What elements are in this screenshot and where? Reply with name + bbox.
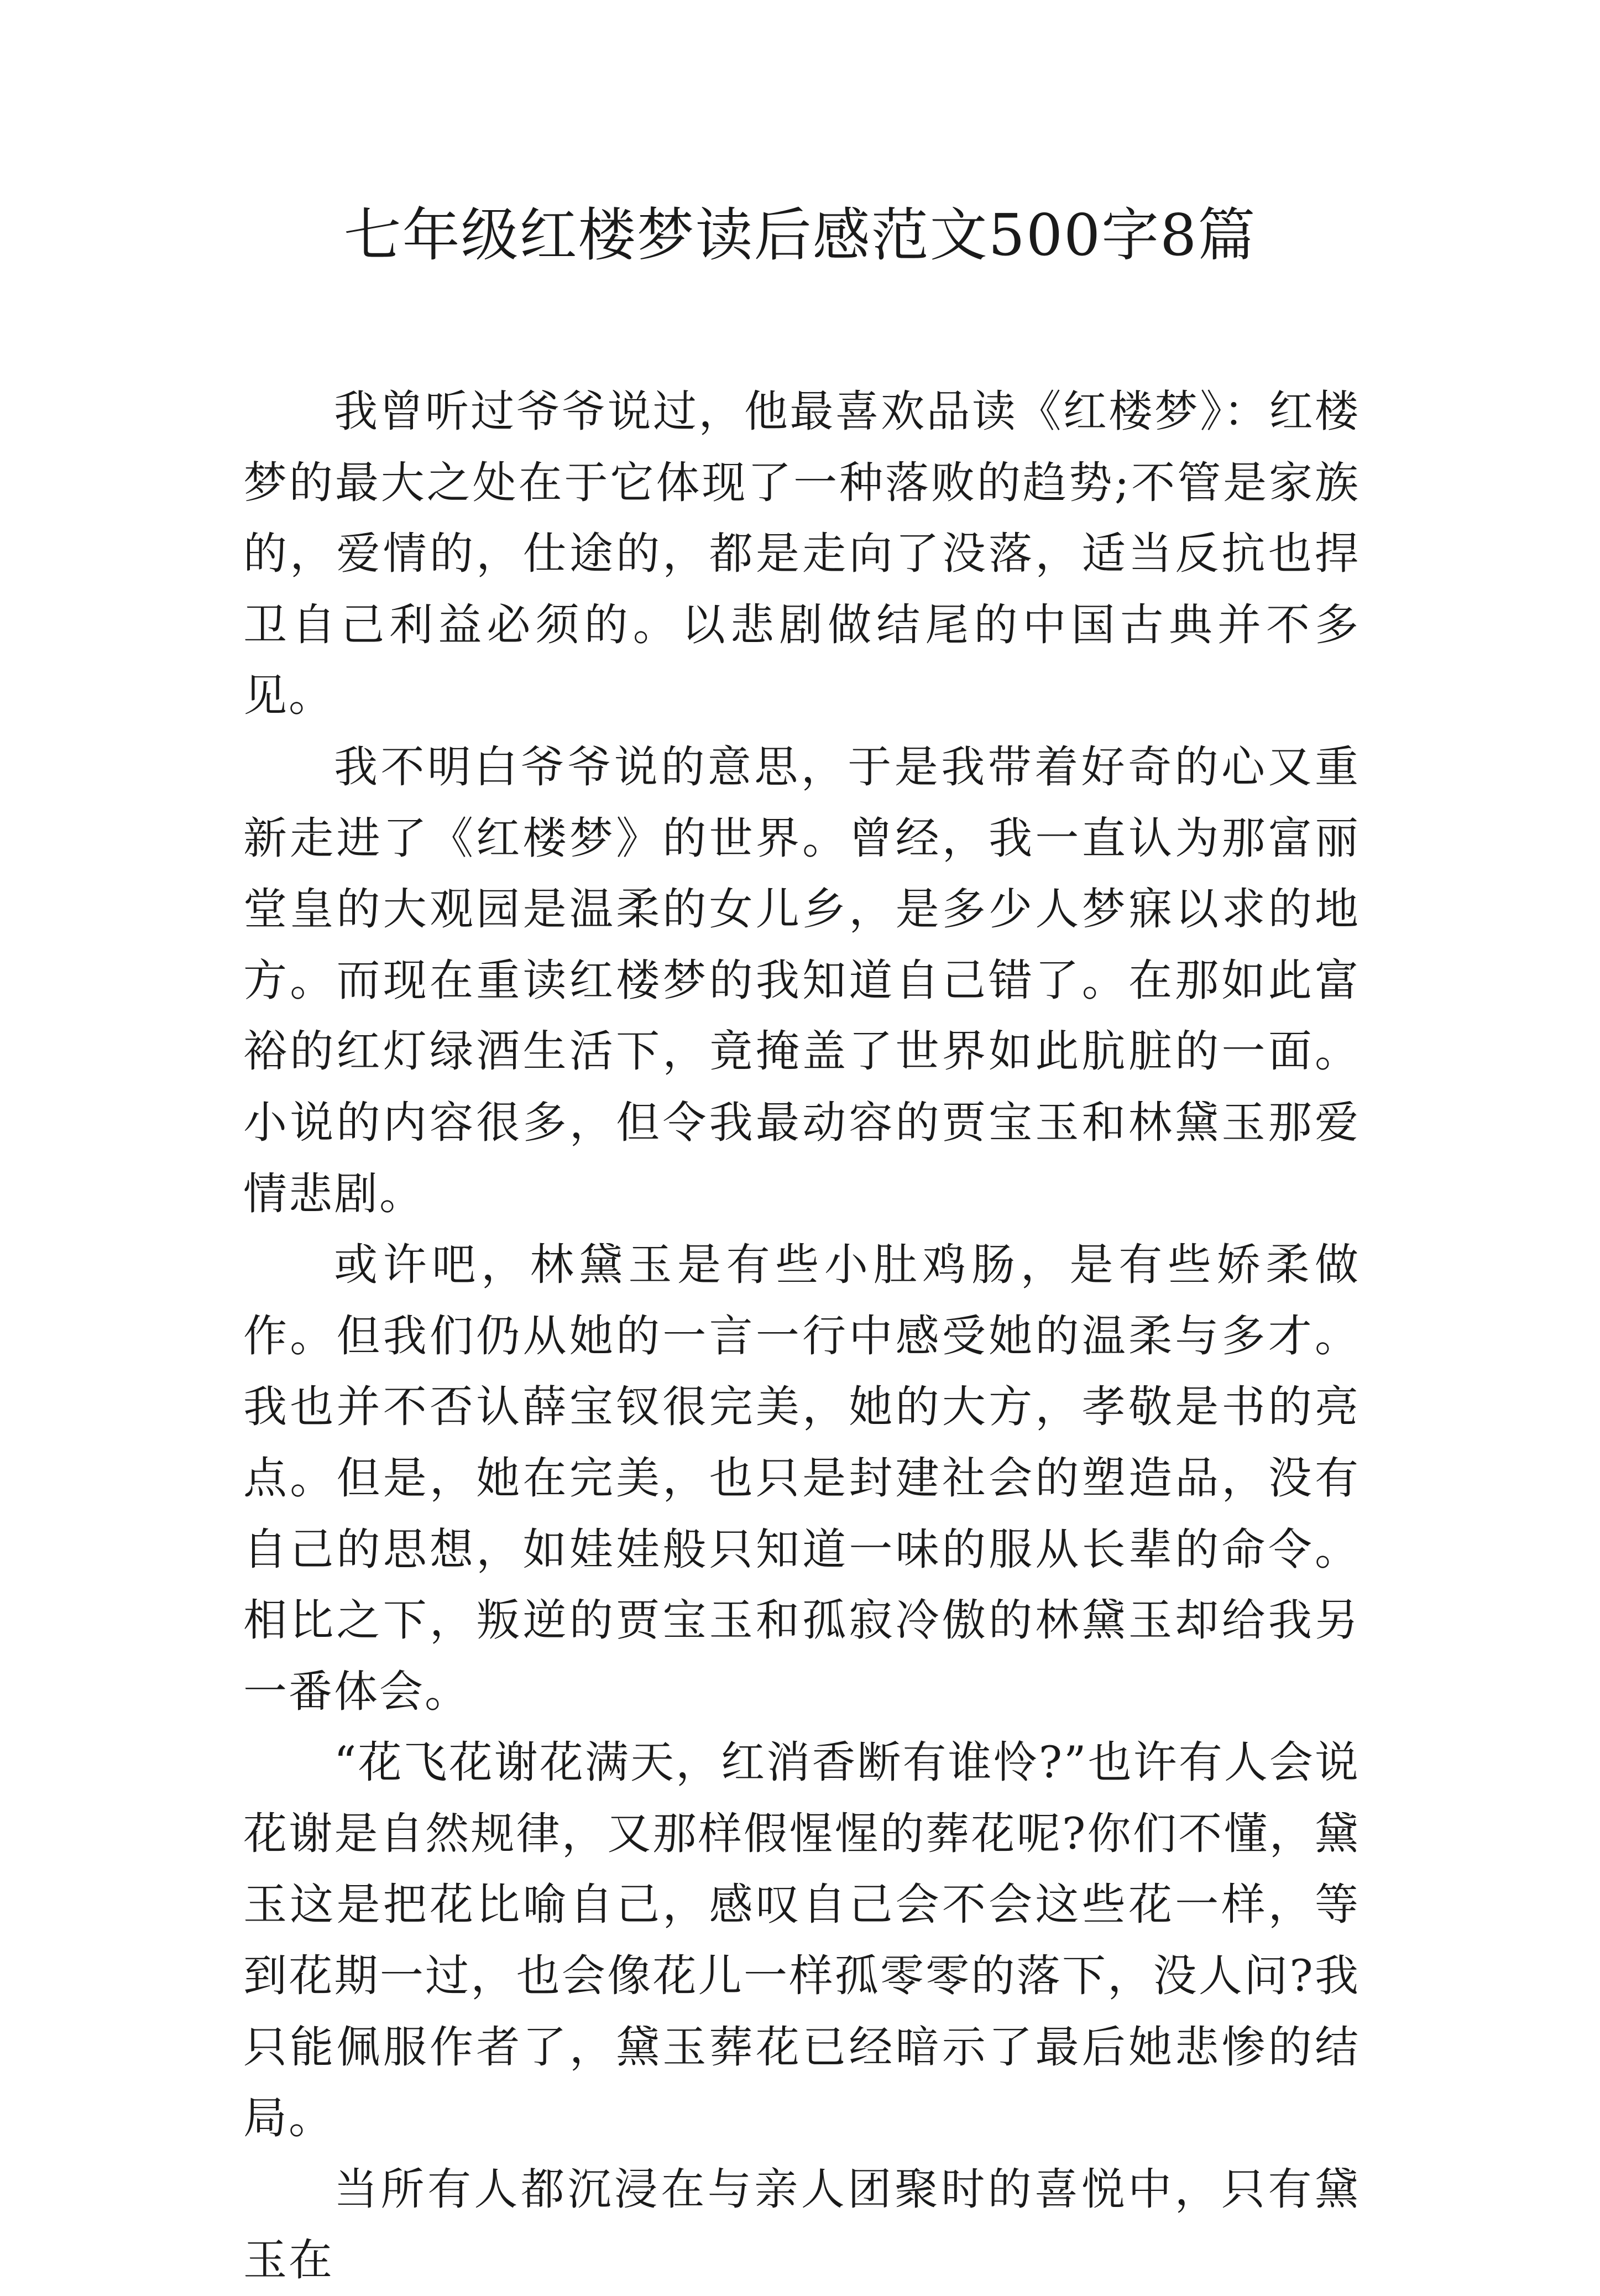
- document-title: 七年级红楼梦读后感范文500字8篇: [343, 201, 1257, 269]
- paragraph: 或许吧，林黛玉是有些小肚鸡肠，是有些娇柔做作。但我们仍从她的一言一行中感受她的温柔与多才。我也并不否认薛宝钗很完美，她的大方，孝敬是书的亮点。但是，她在完美，也只是封建社会的塑造品，没有自己的思想，如娃娃般只知道一味的服从长辈的命令。相比之下，叛逆的贾宝玉和孤寂冷傲的林黛玉却给我另一番体会。: [243, 1239, 1360, 1717]
- paragraph: 我曾听过爷爷说过，他最喜欢品读《红楼梦》：红楼梦的最大之处在于它体现了一种落败的趋势;不管是家族的，爱情的，仕途的，都是走向了没落，适当反抗也捍卫自己利益必须的。以悲剧做结尾的中国古典并不多见。: [243, 386, 1360, 722]
- paragraph: 当所有人都沉浸在与亲人团聚时的喜悦中，只有黛玉在: [243, 2163, 1360, 2286]
- paragraph: 我不明白爷爷说的意思，于是我带着好奇的心又重新走进了《红楼梦》的世界。曾经，我一直认为那富丽堂皇的大观园是温柔的女儿乡，是多少人梦寐以求的地方。而现在重读红楼梦的我知道自己错了。在那如此富裕的红灯绿酒生活下，竟掩盖了世界如此肮脏的一面。小说的内容很多，但令我最动容的贾宝玉和林黛玉那爱情悲剧。: [243, 741, 1360, 1219]
- paragraph: “花飞花谢花满天，红消香断有谁怜?”也许有人会说花谢是自然规律，又那样假惺惺的葬花呢?你们不懂，黛玉这是把花比喻自己，感叹自己会不会这些花一样，等到花期一过，也会像花儿一样孤零零的落下，没人问?我只能佩服作者了，黛玉葬花已经暗示了最后她悲惨的结局。: [243, 1737, 1360, 2144]
- document-body: [243, 376, 1360, 2296]
